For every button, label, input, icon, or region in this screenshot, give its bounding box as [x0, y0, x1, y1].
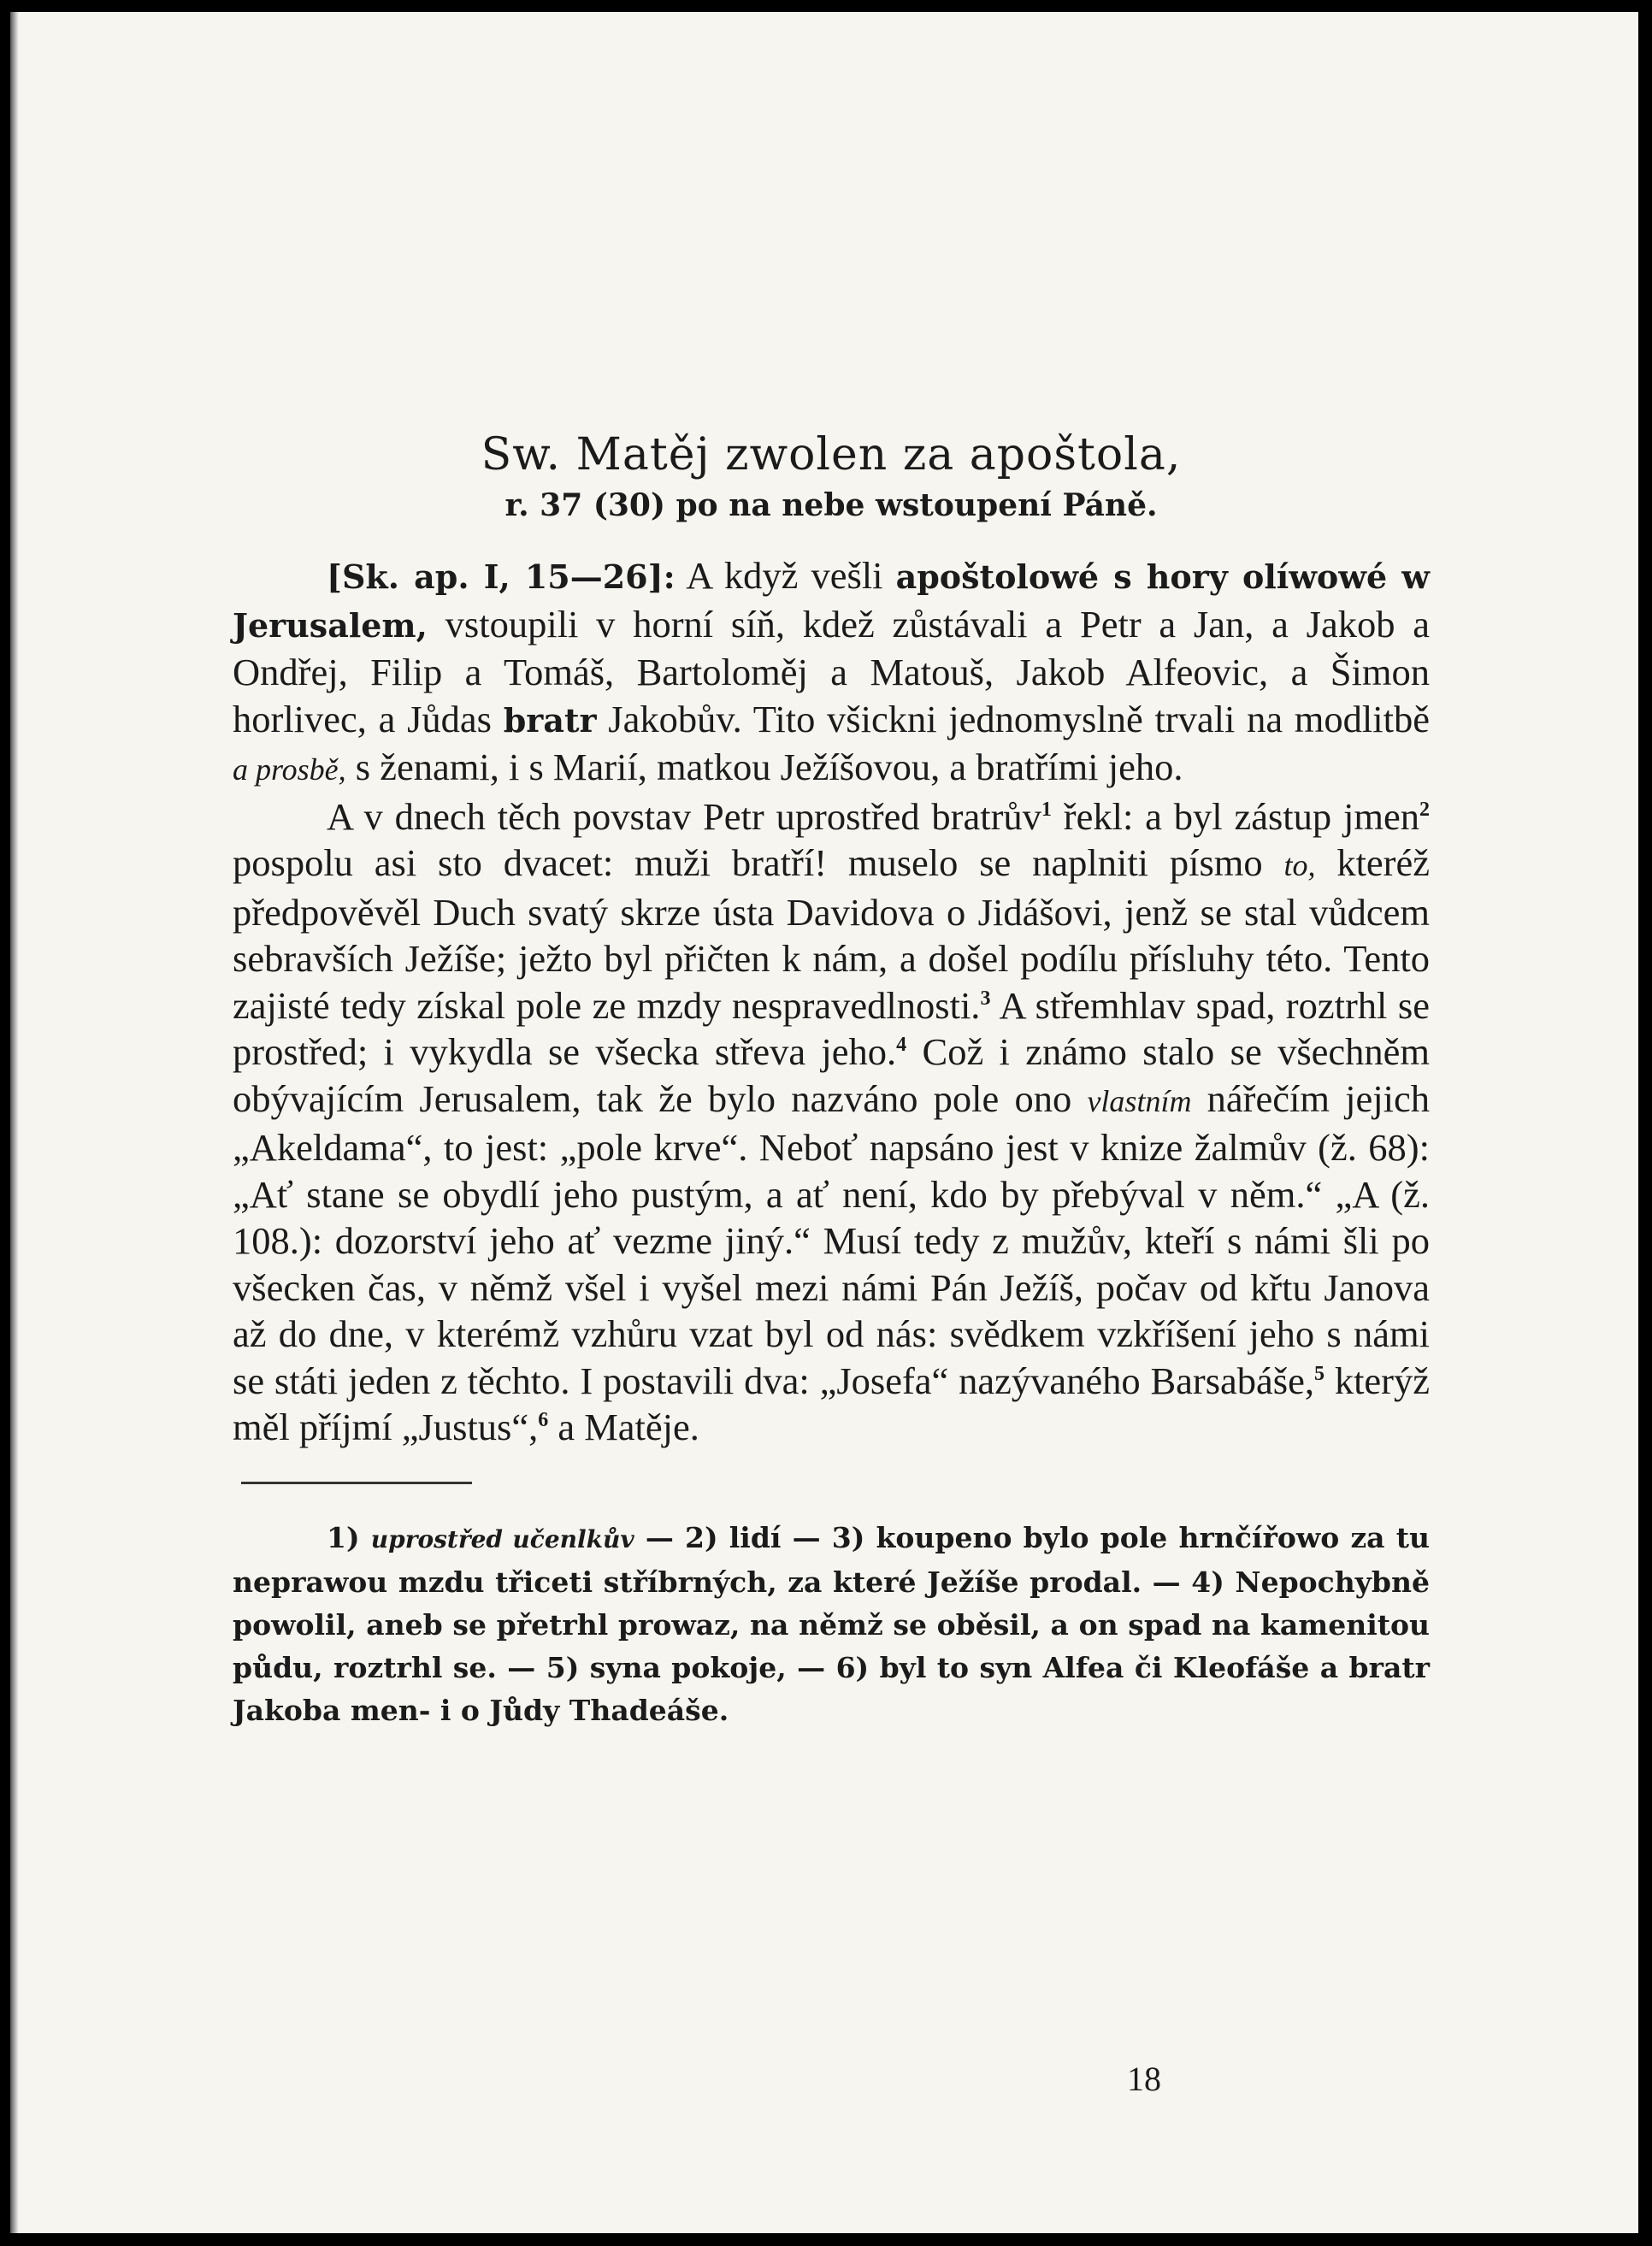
footnote-divider: [241, 1482, 472, 1484]
text-run: a Matěje.: [548, 1406, 699, 1448]
footnote-block: [233, 1517, 1430, 1732]
footnote-marker: 6: [538, 1409, 549, 1432]
paragraph-1: [233, 552, 1430, 793]
footnote-marker: 5: [1313, 1362, 1325, 1385]
italic-run: a prosbě,: [233, 752, 346, 787]
text-run: Což i známo stalo se všechněm obývajícím Jerusalem, tak že bylo nazváno pole ono: [233, 1030, 1431, 1120]
scripture-reference: [Sk. ap. I, 15—26]:: [327, 557, 676, 596]
footnotes: [233, 1517, 1430, 1732]
text-run: řekl: a byl zástup jmen: [1051, 794, 1419, 838]
footnote-marker: 3: [980, 987, 991, 1010]
text-run: A střemhlav spad, roztrhl se prostřed; i vykydla se všecka střeva jeho.: [233, 983, 1430, 1073]
page-number: 18: [1127, 2060, 1161, 2098]
footnote-italic: uprostřed učenlkův: [370, 1524, 634, 1553]
footnote-marker: 1: [1041, 798, 1052, 821]
footnote-marker: 4: [896, 1034, 907, 1057]
italic-run: vlastním: [1087, 1083, 1192, 1118]
text-run: s ženami, i s Marií, matkou Ježíšovou, a bratřími jeho.: [345, 746, 1183, 788]
text-run: A když vešli: [675, 554, 896, 597]
paragraph-2: [233, 793, 1430, 1451]
gothic-run: bratr: [503, 700, 597, 740]
footnote-text: — 2) lidí — 3) koupeno bylo pole hrnčířowo za tu neprawou mzdu třiceti stříbrných, za které Ježíše prodal. — 4) Nepochybně powolil, aneb se přetrhl prowaz, na němž se oběsil, a on spad na kamenitou půdu, roztrhl se. — 5) syna pokoje, — 6) byl to syn Alfea či Kleofáše a bratr Jakoba men- i o Jůdy Thadeáše.: [233, 1520, 1430, 1727]
page-content: [233, 402, 1430, 1732]
footnote-marker: 2: [1419, 798, 1430, 821]
text-run: A v dnech těch povstav Petr uprostřed bratrův: [327, 794, 1041, 838]
text-run: Jakobův. Tito všickni jednomyslně trvali na modlitbě: [596, 697, 1431, 740]
text-run: nářečím jejich „Akeldama“, to jest: „pole krve“. Neboť napsáno jest v knize žalmův (ž. 68): „Ať stane se obydlí jeho pustým, a ať není, kdo by přebýval v něm.“ „A (ž. 108.): dozorství jeho ať vezme jiný.“ Musí tedy z mužův, kteří s námi šli po všecken čas, v němž všel i vyšel mezi námi Pán Ježíš, počav od křtu Janova až do dne, v kterémž vzhůru vzat byl od nás: svědkem vzkříšení jeho s námi se státi jeden z těchto. I postavili dva: „Josefa“ nazývaného Barsabáše,: [233, 1076, 1430, 1402]
italic-run: to,: [1283, 848, 1316, 882]
text-run: pospolu asi sto dvacet: muži bratří! muselo se naplniti písmo: [233, 841, 1284, 884]
footnote-text: 1): [327, 1520, 371, 1554]
gothic-run: apoštolowé s hory olíwowé w Jerusalem,: [233, 557, 1431, 645]
chapter-title: Sw. Matěj zwolen za apoštola,: [481, 429, 1182, 480]
chapter-subtitle: r. 37 (30) po na nebe wstoupení Páně.: [504, 487, 1158, 523]
text-run: kteréž předpověvěl Duch svatý skrze ústa Davidova o Jidášovi, jenž se stal vůdcem sebravších Ježíše; ježto byl přičten k nám, a došel podílu přísluhy této. Tento zajisté tedy získal pole ze mzdy nespravedlnosti.: [233, 841, 1431, 1027]
text-run: kterýž měl příjmí „Justus“,: [233, 1359, 1431, 1448]
text-run: vstoupili v horní síň, kdež zůstávali a Petr a Jan, a Jakob a Ondřej, Filip a Tomáš, Bartoloměj a Matouš, Jakob Alfeovic, a Šimon horlivec, a Jůdas: [233, 602, 1430, 740]
page-binding-edge: [10, 12, 19, 2233]
body-text: [233, 552, 1430, 1451]
